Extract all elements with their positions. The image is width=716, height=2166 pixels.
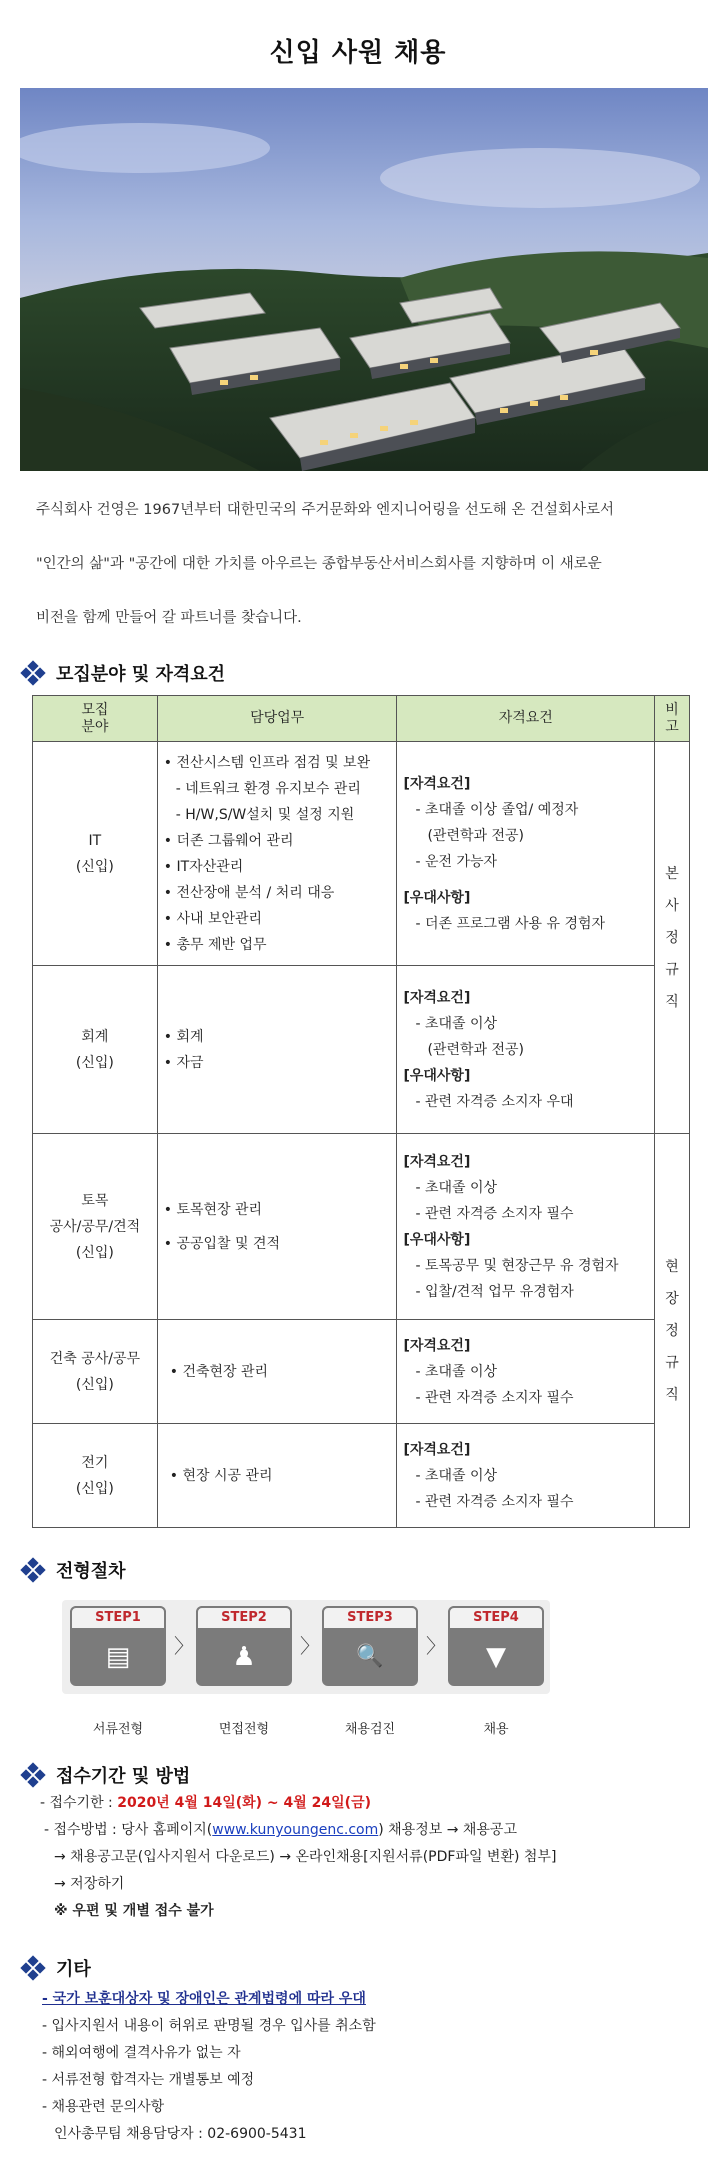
intro-line: 주식회사 건영은 1967년부터 대한민국의 주거문화와 엔지니어링을 선도해 온 건설회사로서 — [36, 502, 615, 518]
step-caption: 채용 — [483, 1722, 509, 1737]
section-title: 전형절차 — [56, 1561, 126, 1582]
step-box — [322, 1606, 418, 1686]
apply-period: - 접수기한 : 2020년 4월 14일(화) ~ 4월 24일(금) — [40, 1795, 371, 1811]
chevron-right-icon: 〉 — [174, 1634, 194, 1658]
person-icon: ♟ — [232, 1642, 256, 1672]
step-box — [196, 1606, 292, 1686]
section-title: 기타 — [56, 1959, 91, 1980]
step-label: STEP2 — [196, 1606, 292, 1630]
requirements-cell: [자격요건] - 초대졸 이상 - 관련 자격증 소지자 필수 — [397, 1424, 655, 1528]
etc-highlight: - 국가 보훈대상자 및 장애인은 관계법령에 따라 우대 — [42, 1991, 366, 2007]
process-steps — [62, 1600, 550, 1694]
requirements-cell: [자격요건] - 초대졸 이상 졸업/ 예정자 (관련학과 전공) - 운전 가능자 [우대사항] - 더존 프로그램 사용 유 경험자 — [397, 742, 655, 966]
etc-line: - 입사지원서 내용이 허위로 판명될 경우 입사를 취소함 — [42, 2018, 376, 2034]
apply-period-value: 2020년 4월 14일(화) ~ 4월 24일(금) — [117, 1795, 371, 1811]
diamond-bullet-icon — [22, 1764, 44, 1786]
section-heading-process — [22, 1557, 126, 1583]
header-req: 자격요건 — [397, 696, 655, 742]
requirements-cell: [자격요건] - 초대졸 이상 - 관련 자격증 소지자 필수 — [397, 1320, 655, 1424]
step-label: STEP1 — [70, 1606, 166, 1630]
diamond-bullet-icon — [22, 662, 44, 684]
requirements-cell: [자격요건] - 초대졸 이상 (관련학과 전공) [우대사항] - 관련 자격증 소지자 우대 — [397, 966, 655, 1134]
recruit-table — [32, 695, 690, 1528]
header-field: 모집 분야 — [33, 696, 158, 742]
chevron-right-icon: 〉 — [426, 1634, 446, 1658]
field-cell: IT (신입) — [33, 742, 158, 966]
table-row — [33, 1424, 690, 1528]
note-cell-site: 현 장 정 규 직 — [655, 1134, 690, 1528]
section-title: 모집분야 및 자격요건 — [56, 664, 226, 685]
apply-method-line: → 저장하기 — [54, 1876, 125, 1892]
intro-line: 비전을 함께 만들어 갈 파트너를 찾습니다. — [36, 610, 302, 626]
step-box — [70, 1606, 166, 1686]
table-header-row — [33, 696, 690, 742]
step-caption: 서류전형 — [92, 1722, 144, 1737]
step-label: STEP4 — [448, 1606, 544, 1630]
diamond-bullet-icon — [22, 1559, 44, 1581]
field-cell: 토목 공사/공무/견적 (신입) — [33, 1134, 158, 1320]
header-duty: 담당업무 — [157, 696, 397, 742]
step-label: STEP3 — [322, 1606, 418, 1630]
apply-method: - 접수방법 : 당사 홈페이지(www.kunyoungenc.com) 채용정보 → 채용공고 — [44, 1822, 517, 1838]
table-row — [33, 966, 690, 1134]
page-title: 신입 사원 채용 — [269, 38, 447, 68]
section-heading-etc — [22, 1955, 91, 1981]
step-box — [448, 1606, 544, 1686]
step-caption: 면접전형 — [218, 1722, 270, 1737]
table-row — [33, 1134, 690, 1320]
apply-info — [40, 1790, 556, 1925]
apply-method-line: → 채용공고문(입사지원서 다운로드) → 온라인채용[지원서류(PDF파일 변환) 첨부] — [54, 1849, 557, 1865]
etc-contact: 인사총무팀 채용담당자 : 02-6900-5431 — [54, 2126, 307, 2142]
section-heading-apply — [22, 1762, 190, 1788]
section-title: 접수기간 및 방법 — [56, 1766, 191, 1787]
table-row — [33, 742, 690, 966]
section-heading-recruit — [22, 660, 225, 686]
requirements-cell: [자격요건] - 초대졸 이상 - 관련 자격증 소지자 필수 [우대사항] - 토목공무 및 현장근무 유 경험자 - 입찰/견적 업무 유경험자 — [397, 1134, 655, 1320]
etc-line: - 서류전형 합격자는 개별통보 예정 — [42, 2072, 255, 2088]
duty-cell: • 토목현장 관리 • 공공입찰 및 견적 — [157, 1134, 397, 1320]
diamond-bullet-icon — [22, 1957, 44, 1979]
etc-info — [42, 1986, 376, 2148]
step-caption: 채용검진 — [344, 1722, 396, 1737]
duty-cell: • 건축현장 관리 — [157, 1320, 397, 1424]
header-note: 비 고 — [655, 696, 690, 742]
note-cell-hq: 본 사 정 규 직 — [655, 742, 690, 1134]
apply-warning: ※ 우편 및 개별 접수 불가 — [54, 1903, 214, 1919]
etc-line: - 채용관련 문의사항 — [42, 2099, 165, 2115]
chevron-right-icon: 〉 — [300, 1634, 320, 1658]
duty-cell: • 회계 • 자금 — [157, 966, 397, 1134]
duty-cell: • 전산시스템 인프라 점검 및 보완 - 네트워크 환경 유지보수 관리 - H/W,S/W설치 및 설정 지원 • 더존 그룹웨어 관리 • IT자산관리 • 전산장애 분석 / 처리 대응 • 사내 보안관리 • 총무 제반 업무 — [157, 742, 397, 966]
document-icon: ▤ — [105, 1642, 131, 1672]
field-cell: 건축 공사/공무 (신입) — [33, 1320, 158, 1424]
table-row — [33, 1320, 690, 1424]
field-cell: 전기 (신입) — [33, 1424, 158, 1528]
duty-cell: • 현장 시공 관리 — [157, 1424, 397, 1528]
building-rendering-illustration — [20, 88, 708, 471]
etc-line: - 해외여행에 결격사유가 없는 자 — [42, 2045, 241, 2061]
intro-text — [36, 490, 686, 652]
homepage-link[interactable]: www.kunyoungenc.com — [212, 1822, 379, 1838]
search-icon: 🔍 — [356, 1644, 384, 1669]
intro-line: "인간의 삶"과 "공간에 대한 가치를 아우르는 종합부동산서비스회사를 지향하며 이 새로운 — [36, 556, 602, 572]
hero-image — [20, 88, 708, 471]
tie-icon: ▼ — [486, 1642, 506, 1672]
field-cell: 회계 (신입) — [33, 966, 158, 1134]
